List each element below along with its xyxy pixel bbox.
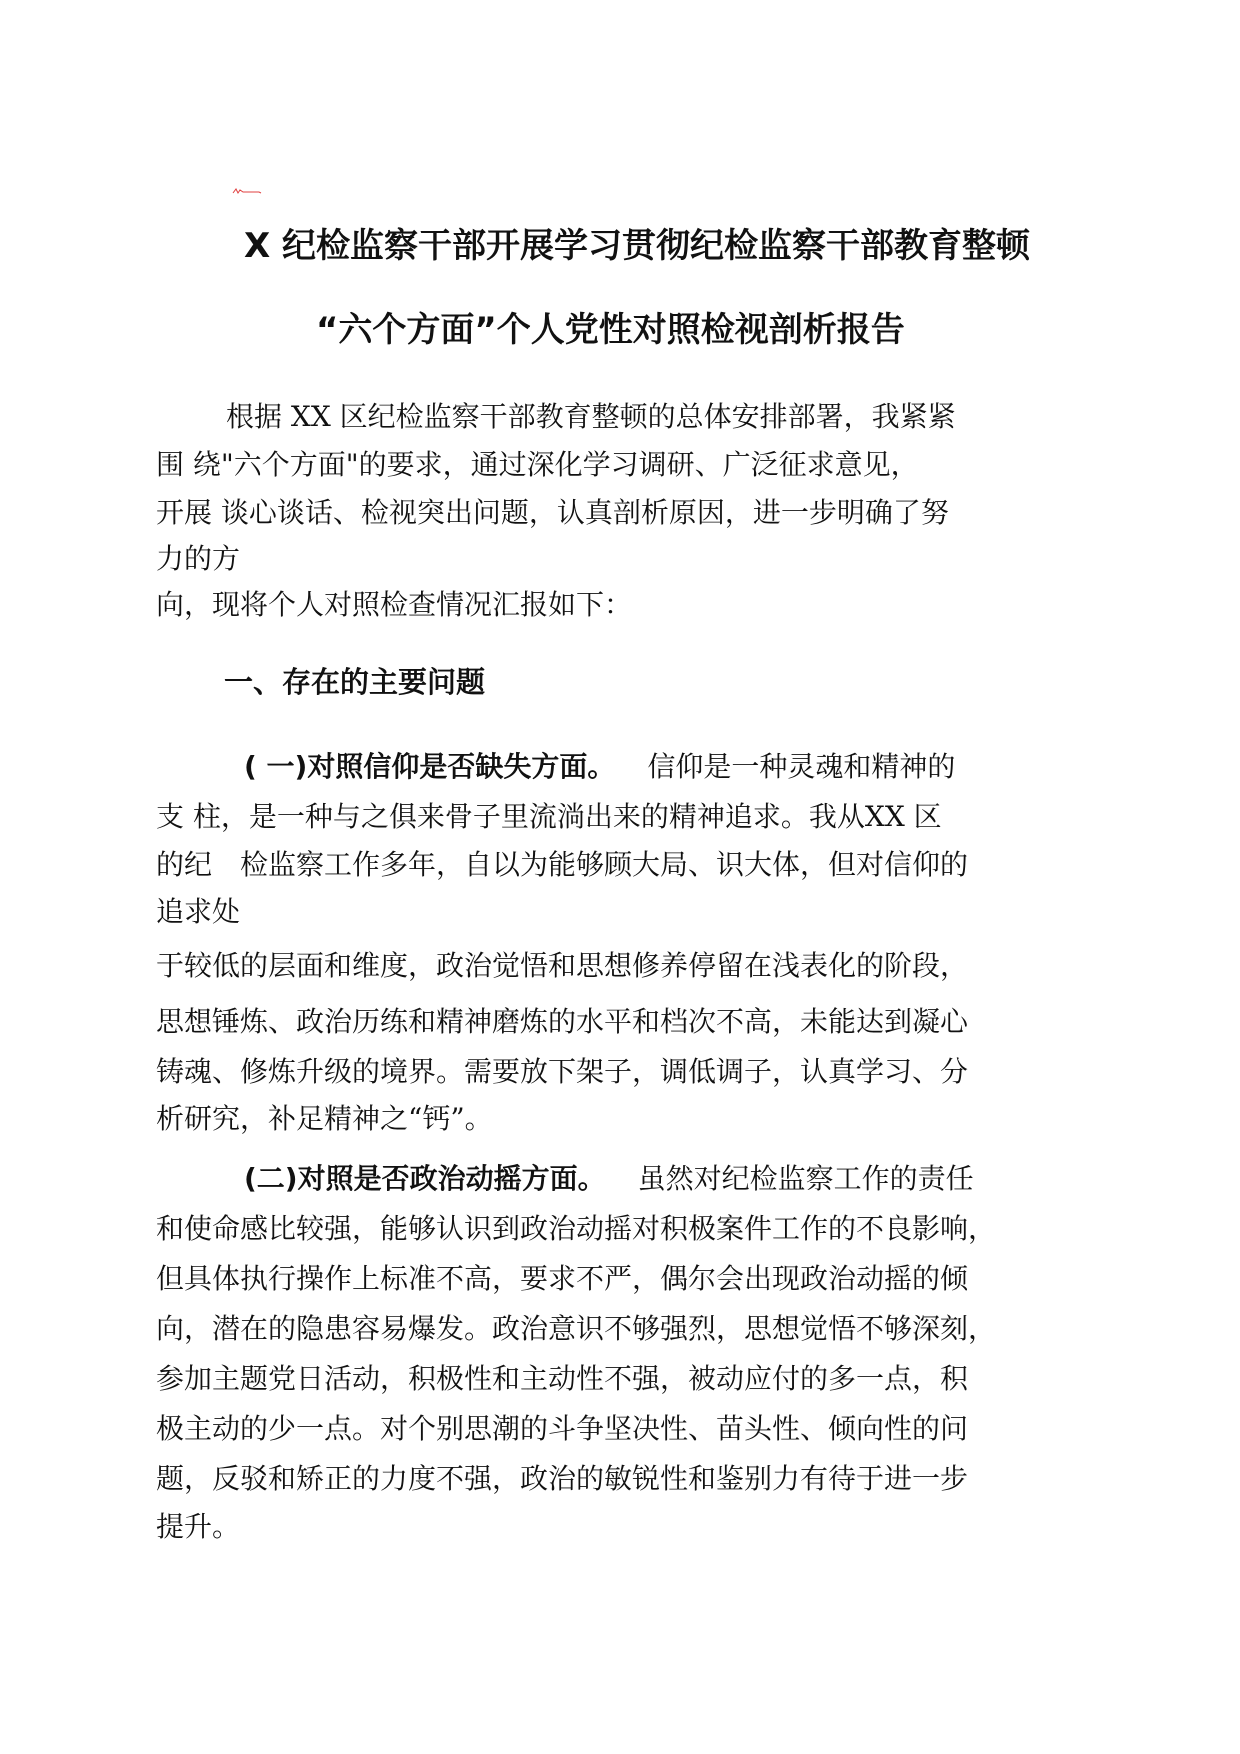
section-heading: 一、存在的主要问题: [224, 665, 486, 699]
item-1-lead: ( 一)对照信仰是否缺失方面。: [244, 750, 616, 783]
item-1-line: 于较低的层面和维度，政治觉悟和思想修养停留在浅表化的阶段，: [156, 949, 969, 982]
item-2-first-text: 虽然对纪检监察工作的责任: [637, 1162, 974, 1195]
item-1-line: 析研究，补足精神之“钙”。: [156, 1102, 493, 1135]
item-2-first-line: [244, 1157, 974, 1197]
title-line-2: “六个方面”个人党性对照检视剖析报告: [316, 310, 905, 350]
item-2-line: 题，反驳和矫正的力度不强，政治的敏锐性和鉴别力有待于进一步: [156, 1462, 969, 1495]
item-2-line: 极主动的少一点。对个别思潮的斗争坚决性、苗头性、倾向性的问: [156, 1412, 969, 1445]
item-2-line: 向，潜在的隐患容易爆发。政治意识不够强烈，思想觉悟不够深刻，: [156, 1312, 997, 1345]
intro-line: 开展 谈心谈话、检视突出问题，认真剖析原因，进一步明确了努: [156, 496, 949, 529]
red-mark-icon: [232, 186, 262, 196]
item-1-line: 思想锤炼、政治历练和精神磨炼的水平和档次不高，未能达到凝心: [156, 1005, 969, 1038]
item-1-line: 追求处: [156, 895, 241, 928]
item-2-line: 参加主题党日活动，积极性和主动性不强，被动应付的多一点，积: [156, 1362, 969, 1395]
item-2-line: 提升。: [156, 1510, 241, 1543]
intro-line: 向，现将个人对照检查情况汇报如下：: [156, 588, 633, 621]
item-2-line: 但具体执行操作上标准不高，要求不严，偶尔会出现政治动摇的倾: [156, 1262, 969, 1295]
intro-line: 力的方: [156, 542, 241, 575]
intro-line: 围 绕"六个方面"的要求，通过深化学习调研、广泛征求意见，: [156, 448, 919, 481]
item-2-line: 和使命感比较强，能够认识到政治动摇对积极案件工作的不良影响，: [156, 1212, 997, 1245]
item-1-first-text: 信仰是一种灵魂和精神的: [647, 750, 956, 783]
item-1-line: 支 柱，是一种与之俱来骨子里流淌出来的精神追求。我从XX 区: [156, 800, 942, 833]
intro-line: 根据 XX 区纪检监察干部教育整顿的总体安排部署，我紧紧: [226, 400, 956, 433]
item-2-lead: (二)对照是否政治动摇方面。: [244, 1162, 606, 1195]
item-1-line: 的纪 检监察工作多年，自以为能够顾大局、识大体，但对信仰的: [156, 848, 969, 881]
item-1-line: 铸魂、修炼升级的境界。需要放下架子，调低调子，认真学习、分: [156, 1055, 969, 1088]
item-1-first-line: [244, 745, 955, 785]
title-line-1: X 纪检监察干部开展学习贯彻纪检监察干部教育整顿: [244, 226, 1031, 266]
